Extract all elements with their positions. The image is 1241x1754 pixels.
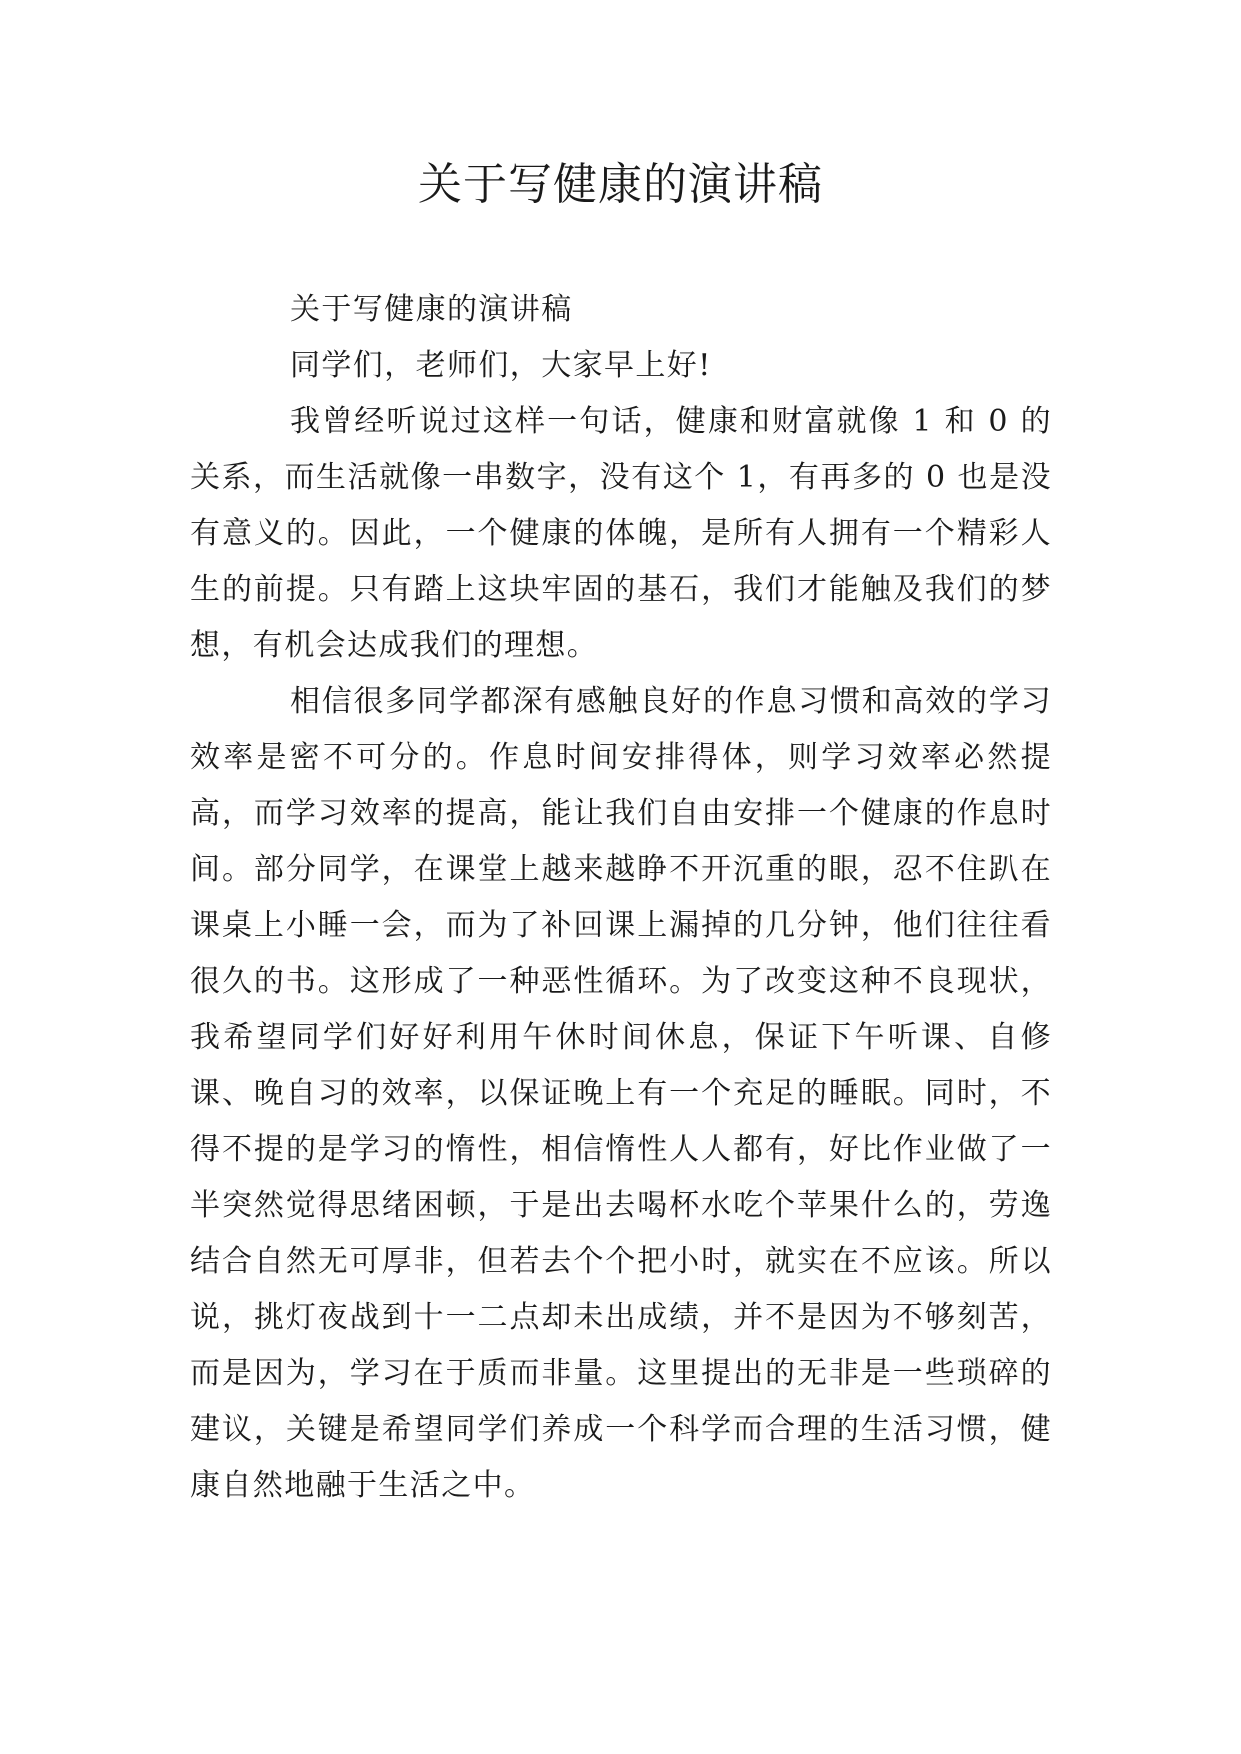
paragraph-main: 相信很多同学都深有感触良好的作息习惯和高效的学习效率是密不可分的。作息时间安排得体，则学习效率必然提高，而学习效率的提高，能让我们自由安排一个健康的作息时间。部分同学，在课堂上越来越睁不开沉重的眼，忍不住趴在课桌上小睡一会，而为了补回课上漏掉的几分钟，他们往往看很久的书。这形成了一种恶性循环。为了改变这种不良现状，我希望同学们好好利用午休时间休息，保证下午听课、自修课、晚自习的效率，以保证晚上有一个充足的睡眠。同时，不得不提的是学习的惰性，相信惰性人人都有，好比作业做了一半突然觉得思绪困顿，于是出去喝杯水吃个苹果什么的，劳逸结合自然无可厚非，但若去个个把小时，就实在不应该。所以说，挑灯夜战到十一二点却未出成绩，并不是因为不够刻苦，而是因为，学习在于质而非量。这里提出的无非是一些琐碎的建议，关键是希望同学们养成一个科学而合理的生活习惯，健康自然地融于生活之中。 bbox=[190, 684, 1052, 1503]
paragraph-greeting: 同学们，老师们，大家早上好! bbox=[290, 348, 712, 383]
paragraph-intro: 我曾经听说过这样一句话，健康和财富就像 1 和 0 的关系，而生活就像一串数字，没有这个 1，有再多的 0 也是没有意义的。因此，一个健康的体魄，是所有人拥有一个精彩人生的前提。只有踏上这块牢固的基石，我们才能触及我们的梦想，有机会达成我们的理想。 bbox=[190, 404, 1052, 663]
document-title: 关于写健康的演讲稿 bbox=[418, 159, 823, 210]
document-body bbox=[190, 282, 1052, 1514]
paragraph-heading: 关于写健康的演讲稿 bbox=[290, 292, 573, 327]
